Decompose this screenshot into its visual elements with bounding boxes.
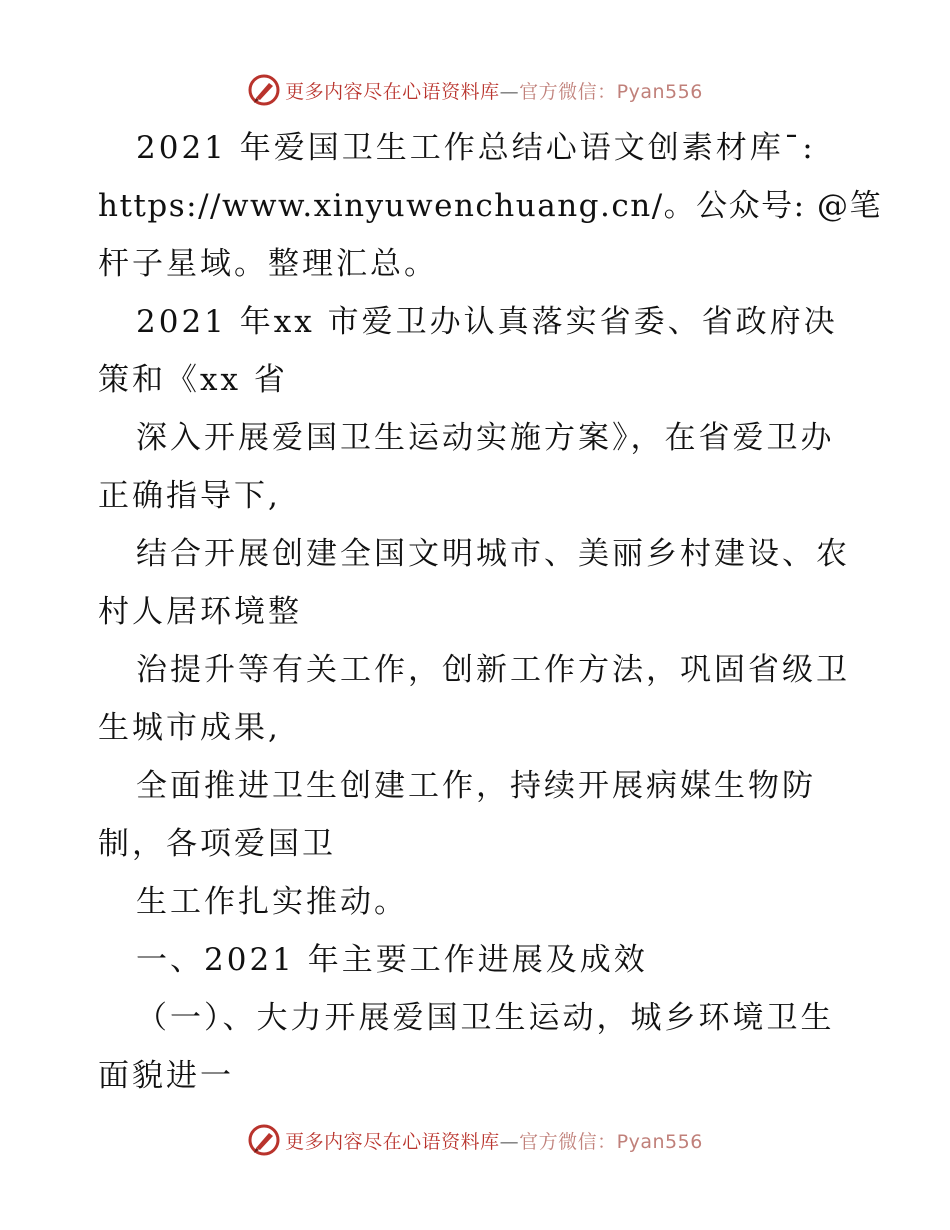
watermark-wechat: 官方微信：Pyan556 (519, 80, 703, 103)
text-line: 杆子星域。整理汇总。 (98, 246, 438, 282)
text-line: 正确指导下, (98, 478, 281, 514)
text-line: 面貌进一 (98, 1058, 234, 1094)
watermark-text (285, 77, 703, 104)
pen-logo-icon (247, 73, 281, 107)
watermark-main: 更多内容尽在心语资料库 (285, 1130, 500, 1153)
section-heading: 一、2021 年主要工作进展及成效 (136, 942, 648, 978)
text-line: 生城市成果, (98, 710, 281, 746)
text-line: 村人居环境整 (98, 594, 302, 630)
text-line: 治提升等有关工作，创新工作方法，巩固省级卫 (136, 652, 850, 688)
watermark-wechat: 官方微信：Pyan556 (519, 1130, 703, 1153)
text-line: 策和《xx 省 (98, 362, 288, 398)
subsection-heading: （一）、大力开展爱国卫生运动，城乡环境卫生 (136, 1000, 835, 1036)
text-line: 生工作扎实推动。 (136, 884, 408, 920)
text-line: 制，各项爱国卫 (98, 826, 336, 862)
pen-logo-icon (247, 1123, 281, 1157)
document-body (98, 119, 882, 1105)
watermark-main: 更多内容尽在心语资料库 (285, 80, 500, 103)
footer-watermark (0, 1120, 950, 1160)
text-line: 全面推进卫生创建工作，持续开展病媒生物防 (136, 768, 816, 804)
text-line: 结合开展创建全国文明城市、美丽乡村建设、农 (136, 536, 850, 572)
watermark-dash: — (499, 1130, 520, 1153)
text-line: 深入开展爱国卫生运动实施方案》，在省爱卫办 (136, 420, 835, 456)
text-line: 2021 年xx 市爱卫办认真落实省委、省政府决 (136, 304, 838, 340)
text-line: 2021 年爱国卫生工作总结心语文创素材库¯: (136, 130, 816, 166)
text-line: https://www.xinyuwenchuang.cn/。公众号: @笔 (98, 188, 882, 224)
watermark-text (285, 1127, 703, 1154)
header-watermark (0, 70, 950, 110)
watermark-dash: — (499, 80, 520, 103)
